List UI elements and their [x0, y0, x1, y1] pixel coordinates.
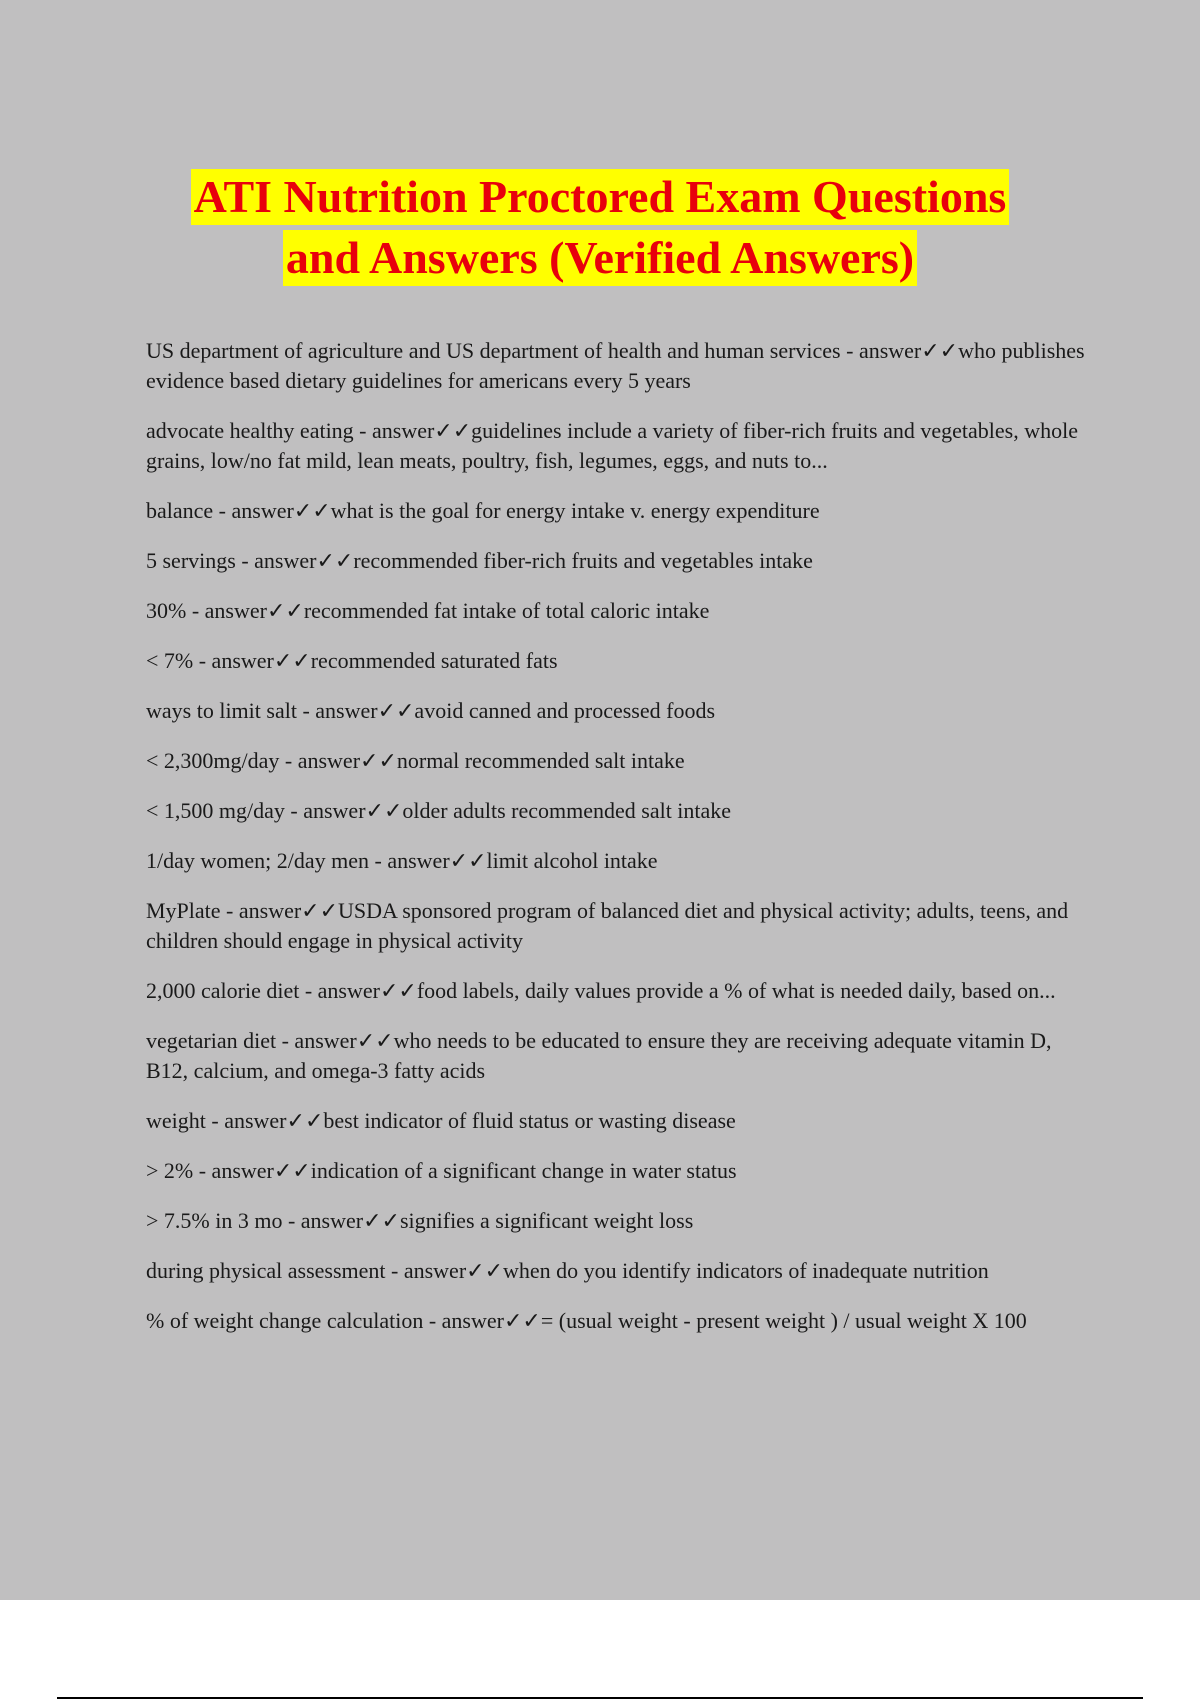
- footer-divider: [57, 1697, 1143, 1699]
- qa-item: balance - answer✓✓what is the goal for energy intake v. energy expenditure: [146, 498, 820, 523]
- qa-item: % of weight change calculation - answer✓✓= (usual weight - present weight ) / usual weight X 100: [146, 1308, 1027, 1333]
- qa-item: < 2,300mg/day - answer✓✓normal recommended salt intake: [146, 748, 685, 773]
- qa-list: [146, 336, 1086, 1356]
- qa-item: US department of agriculture and US department of health and human services - answer✓✓who publishes evidence based dietary guidelines for americans every 5 years: [146, 338, 1085, 393]
- qa-item: 2,000 calorie diet - answer✓✓food labels, daily values provide a % of what is needed daily, based on...: [146, 978, 1056, 1003]
- qa-item: ways to limit salt - answer✓✓avoid canned and processed foods: [146, 698, 716, 723]
- qa-item: 1/day women; 2/day men - answer✓✓limit alcohol intake: [146, 848, 658, 873]
- qa-item: advocate healthy eating - answer✓✓guidelines include a variety of fiber-rich fruits and vegetables, whole grains, low/no fat mild, lean meats, poultry, fish, legumes, eggs, and nuts to...: [146, 418, 1078, 473]
- qa-item: < 7% - answer✓✓recommended saturated fats: [146, 648, 558, 673]
- qa-item: vegetarian diet - answer✓✓who needs to be educated to ensure they are receiving adequate vitamin D, B12, calcium, and omega-3 fatty acids: [146, 1028, 1052, 1083]
- title-line-1: ATI Nutrition Proctored Exam Questions: [191, 169, 1010, 225]
- document-title: [0, 166, 1200, 288]
- qa-item: 30% - answer✓✓recommended fat intake of total caloric intake: [146, 598, 710, 623]
- qa-item: during physical assessment - answer✓✓when do you identify indicators of inadequate nutrition: [146, 1258, 989, 1283]
- qa-item: > 2% - answer✓✓indication of a significant change in water status: [146, 1158, 737, 1183]
- qa-item: 5 servings - answer✓✓recommended fiber-rich fruits and vegetables intake: [146, 548, 813, 573]
- title-line-2: and Answers (Verified Answers): [283, 230, 917, 286]
- qa-item: < 1,500 mg/day - answer✓✓older adults recommended salt intake: [146, 798, 732, 823]
- qa-item: > 7.5% in 3 mo - answer✓✓signifies a significant weight loss: [146, 1208, 694, 1233]
- qa-item: weight - answer✓✓best indicator of fluid status or wasting disease: [146, 1108, 736, 1133]
- qa-item: MyPlate - answer✓✓USDA sponsored program of balanced diet and physical activity; adults, teens, and children should engage in physical activity: [146, 898, 1069, 953]
